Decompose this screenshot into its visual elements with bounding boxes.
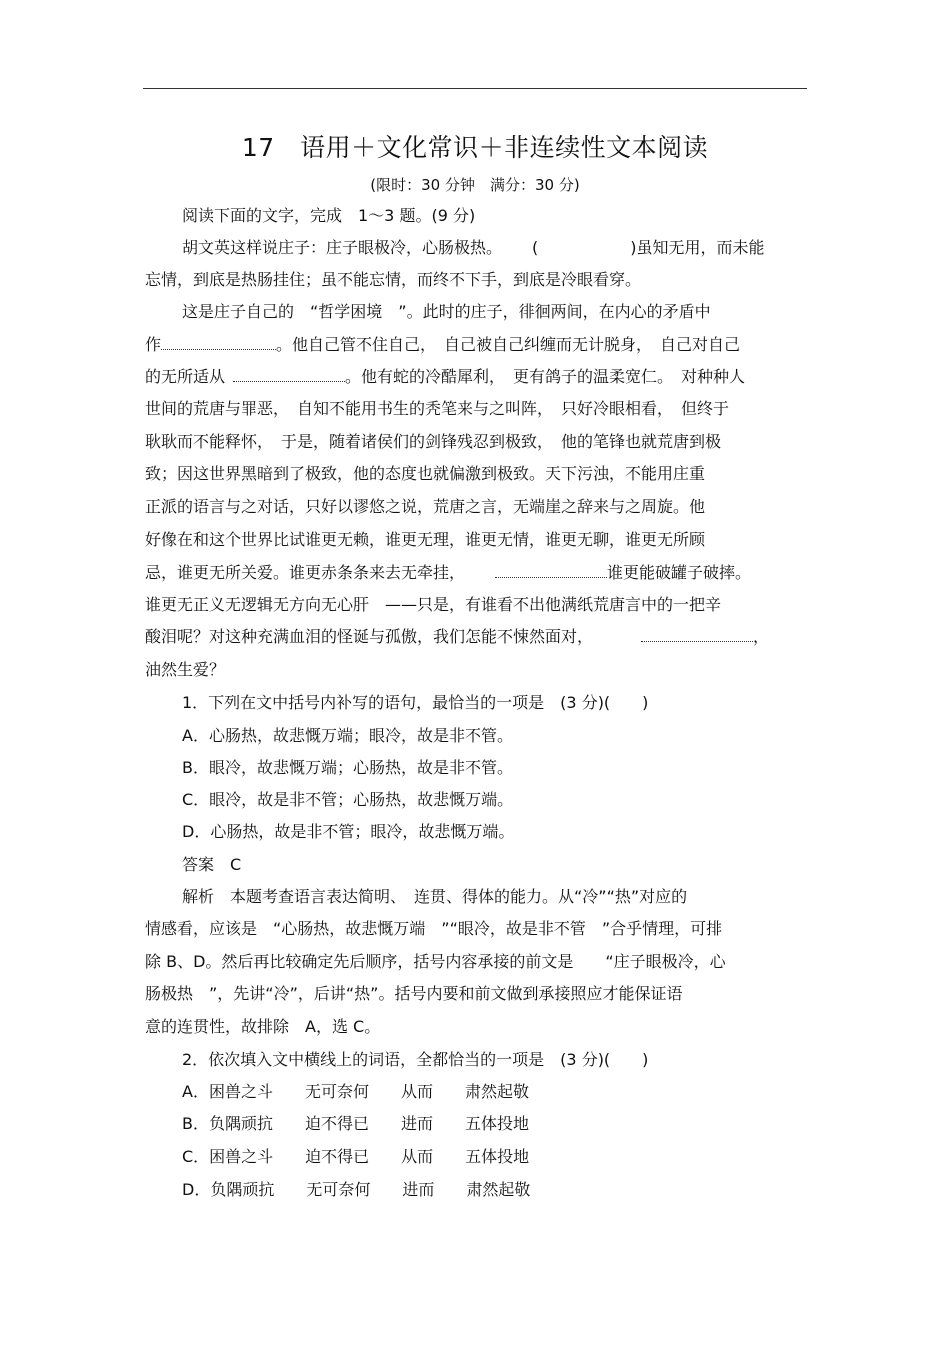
analysis-line: 除 B、D。然后再比较确定先后顺序，括号内容承接的前文是 “庄子眼极冷，心 bbox=[145, 952, 726, 971]
passage-text: 酸泪呢？对这种充满血泪的怪诞与孤傲，我们怎能不悚然面对， bbox=[145, 627, 594, 646]
passage-text: 。他有蛇的冷酷犀利， 更有鸽子的温柔宽仁。 对种种人 bbox=[345, 367, 746, 386]
time-limit-note: (限时：30 分钟 满分：30 分) bbox=[370, 176, 580, 194]
passage-line: 致；因这世界黑暗到了极致，他的态度也就偏激到极致。天下污浊，不能用庄重 bbox=[145, 464, 706, 483]
question-1-option-a: A．心肠热，故悲慨万端；眼冷，故是非不管。 bbox=[182, 726, 513, 745]
passage-line bbox=[145, 627, 769, 647]
passage-line: 油然生爱？ bbox=[145, 660, 226, 679]
page-title: 17 语用＋文化常识＋非连续性文本阅读 bbox=[241, 133, 709, 162]
passage-text: 。他自己管不住自己， 自己被自己纠缠而无计脱身， 自己对自己 bbox=[276, 335, 741, 354]
passage-text: 谁更能破罐子破摔。 bbox=[607, 563, 752, 582]
passage-line bbox=[145, 563, 751, 583]
passage-line: 正派的语言与之对话，只好以谬悠之说，荒唐之言，无端崖之辞来与之周旋。他 bbox=[145, 497, 706, 516]
question-2-option-a: A．困兽之斗 无可奈何 从而 肃然起敬 bbox=[182, 1082, 529, 1101]
passage-text: )虽知无用，而未能 bbox=[630, 238, 765, 257]
header-rule bbox=[143, 88, 807, 89]
fill-blank-3 bbox=[495, 563, 607, 578]
question-2-stem: 2．依次填入文中横线上的词语，全都恰当的一项是 (3 分)( ) bbox=[182, 1050, 649, 1069]
open-paren: ( bbox=[532, 238, 539, 257]
analysis-line: 肠极热 ”，先讲“冷”，后讲“热”。括号内要和前文做到承接照应才能保证语 bbox=[145, 984, 683, 1003]
passage-text: 胡文英这样说庄子：庄子眼极冷，心肠极热。 bbox=[182, 238, 503, 257]
question-1-stem: 1．下列在文中括号内补写的语句，最恰当的一项是 (3 分)( ) bbox=[182, 693, 649, 712]
passage-line bbox=[182, 238, 765, 258]
passage-text: ， bbox=[753, 627, 770, 646]
passage-line: 耿耿而不能释怀， 于是，随着诸侯们的剑锋残忍到极致， 他的笔锋也就荒唐到极 bbox=[145, 432, 722, 451]
fill-blank-4 bbox=[641, 627, 753, 642]
question-2-option-d: D．负隅顽抗 无可奈何 进而 肃然起敬 bbox=[182, 1180, 531, 1199]
question-1-option-b: B．眼冷，故悲慨万端；心肠热，故是非不管。 bbox=[182, 758, 513, 777]
question-1-answer: 答案 C bbox=[182, 855, 242, 874]
fill-blank-2 bbox=[233, 367, 345, 382]
passage-text: 的无所适从 bbox=[145, 367, 226, 386]
passage-line: 世间的荒唐与罪恶， 自知不能用书生的秃笔来与之叫阵， 只好冷眼相看， 但终于 bbox=[145, 399, 730, 418]
fill-blank-1 bbox=[161, 335, 276, 350]
passage-line: 好像在和这个世界比试谁更无赖，谁更无理，谁更无情，谁更无聊，谁更无所顾 bbox=[145, 530, 706, 549]
analysis-line: 意的连贯性，故排除 A，选 C。 bbox=[145, 1017, 381, 1036]
analysis-line: 解析 本题考查语言表达简明、 连贯、得体的能力。从“冷”“热”对应的 bbox=[182, 887, 688, 906]
passage-line: 这是庄子自己的 “哲学困境 ”。此时的庄子，徘徊两间，在内心的矛盾中 bbox=[182, 302, 711, 321]
passage-text: 忌，谁更无所关爱。谁更赤条条来去无牵挂， bbox=[145, 563, 466, 582]
passage-line bbox=[145, 367, 745, 387]
passage-line: 谁更无正义无逻辑无方向无心肝 ——只是，有谁看不出他满纸荒唐言中的一把辛 bbox=[145, 595, 722, 614]
instruction: 阅读下面的文字，完成 1～3 题。(9 分) bbox=[182, 206, 476, 225]
passage-line bbox=[145, 335, 740, 355]
question-2-option-b: B．负隅顽抗 迫不得已 进而 五体投地 bbox=[182, 1114, 529, 1133]
question-2-option-c: C．困兽之斗 迫不得已 从而 五体投地 bbox=[182, 1147, 530, 1166]
passage-line: 忘情，到底是热肠挂住；虽不能忘情，而终不下手，到底是冷眼看穿。 bbox=[145, 270, 642, 289]
question-1-option-c: C．眼冷，故是非不管；心肠热，故悲慨万端。 bbox=[182, 790, 514, 809]
passage-text: 作 bbox=[145, 335, 162, 354]
question-1-option-d: D．心肠热，故是非不管；眼冷，故悲慨万端。 bbox=[182, 822, 515, 841]
analysis-line: 情感看，应该是 “心肠热，故悲慨万端 ”“眼冷，故是非不管 ”合乎情理，可排 bbox=[145, 919, 723, 938]
